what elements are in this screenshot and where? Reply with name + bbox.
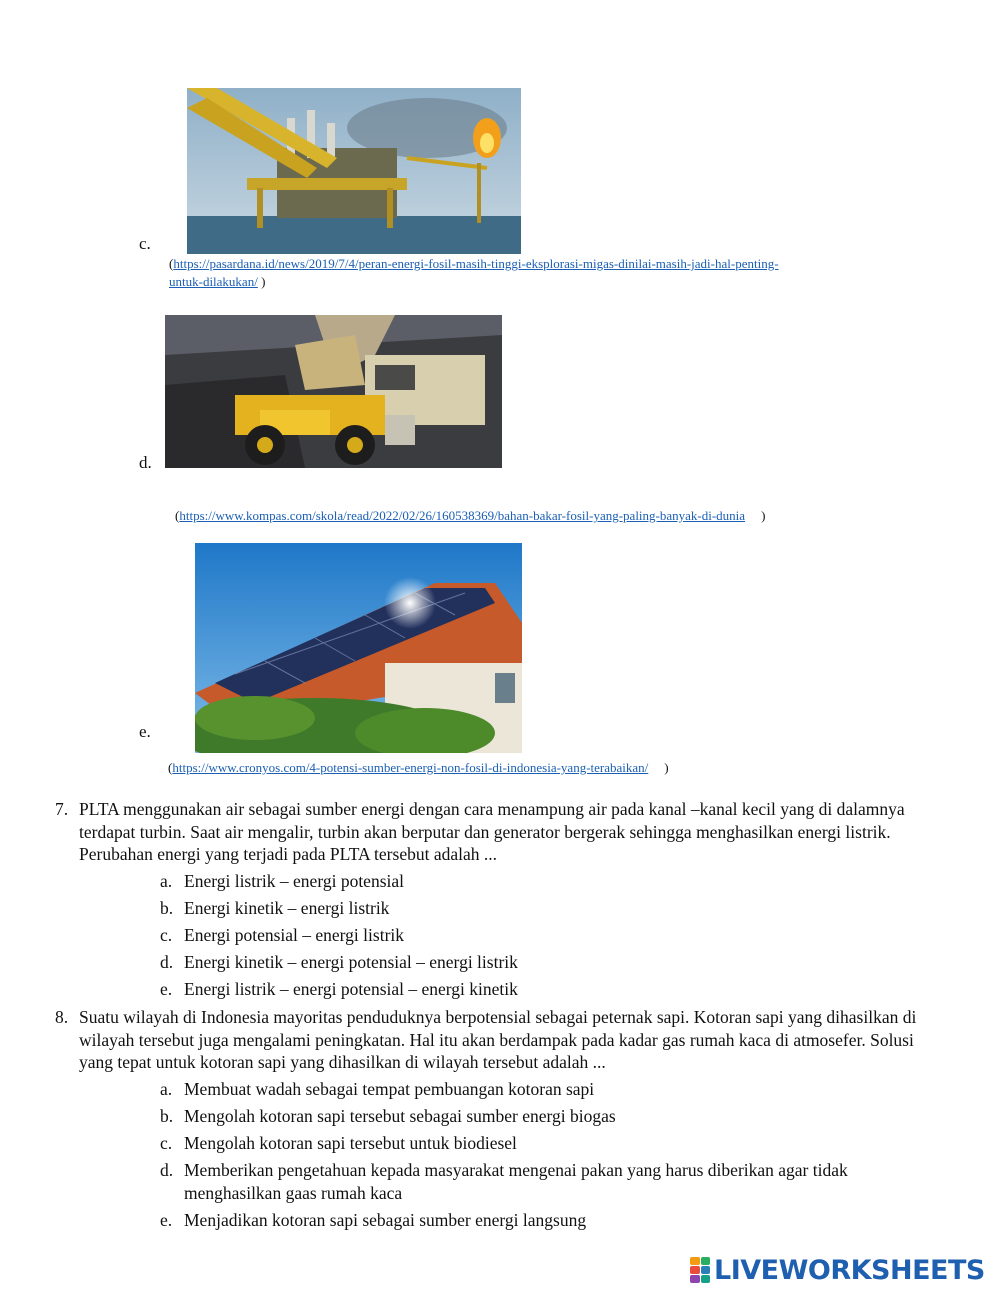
solar-panel-roof-photo	[195, 543, 522, 753]
image-label-c: c.	[139, 234, 151, 253]
q7-option-e[interactable]: e. Energi listrik – energi potensial – energi kinetik	[160, 979, 518, 999]
q8-option-d[interactable]: d. Memberikan pengetahuan kepada masyarakat mengenai pakan yang harus diberikan agar tidak menghasilkan gaas rumah kaca	[160, 1160, 848, 1203]
q8-option-e[interactable]: e. Menjadikan kotoran sapi sebagai sumber energi langsung	[160, 1210, 587, 1230]
source-link-c: (https://pasardana.id/news/2019/7/4/peran-energi-fosil-masih-tinggi-eksplorasi-migas-dinilai-masih-jadi-hal-penting- untuk-dilakukan/ )	[169, 256, 779, 289]
liveworksheets-wordmark: LIVEWORKSHEETS	[714, 1254, 985, 1286]
question-8	[55, 1006, 935, 1074]
q7-option-d[interactable]: d. Energi kinetik – energi potensial – energi listrik	[160, 952, 518, 972]
q8-option-a[interactable]: a. Membuat wadah sebagai tempat pembuangan kotoran sapi	[160, 1079, 595, 1099]
q8-option-c[interactable]: c. Mengolah kotoran sapi tersebut untuk biodiesel	[160, 1133, 517, 1153]
q7-option-a[interactable]: a. Energi listrik – energi potensial	[160, 871, 405, 891]
offshore-oil-rig-photo	[187, 88, 521, 254]
question-8-number: 8.	[55, 1007, 69, 1027]
q8-option-b[interactable]: b. Mengolah kotoran sapi tersebut sebagai sumber energi biogas	[160, 1106, 616, 1126]
source-url-c-cont[interactable]: untuk-dilakukan/	[169, 274, 258, 289]
question-7	[55, 798, 935, 866]
source-url-d[interactable]: https://www.kompas.com/skola/read/2022/02/26/160538369/bahan-bakar-fosil-yang-paling-banyak-di-dunia	[179, 508, 746, 523]
source-url-e[interactable]: https://www.cronyos.com/4-potensi-sumber-energi-non-fosil-di-indonesia-yang-terabaikan/	[172, 760, 649, 775]
liveworksheets-logo	[690, 1254, 985, 1286]
image-label-e: e.	[139, 722, 151, 741]
source-link-e: (https://www.cronyos.com/4-potensi-sumber-energi-non-fosil-di-indonesia-yang-terabaikan/ )	[168, 760, 669, 775]
source-url-c[interactable]: https://pasardana.id/news/2019/7/4/peran-energi-fosil-masih-tinggi-eksplorasi-migas-dinilai-masih-jadi-hal-penting-	[173, 256, 779, 271]
question-7-number: 7.	[55, 799, 69, 819]
question-8-text: Suatu wilayah di Indonesia mayoritas penduduknya berpotensial sebagai peternak sapi. Kotoran sapi yang dihasilkan di wilayah tersebut juga mengalami peningkatan. Hal itu akan berdampak pada kadar gas rumah kaca di atmosefer. Solusi yang tepat untuk kotoran sapi yang dihasilkan di wilayah tersebut adalah ...	[79, 1007, 917, 1072]
q7-option-c[interactable]: c. Energi potensial – energi listrik	[160, 925, 405, 945]
image-label-d: d.	[139, 453, 152, 472]
source-link-d: (https://www.kompas.com/skola/read/2022/02/26/160538369/bahan-bakar-fosil-yang-paling-banyak-di-dunia )	[175, 508, 766, 523]
coal-mining-truck-photo	[165, 315, 502, 468]
q7-option-b[interactable]: b. Energi kinetik – energi listrik	[160, 898, 390, 918]
liveworksheets-mark-icon	[690, 1257, 710, 1283]
question-7-text: PLTA menggunakan air sebagai sumber energi dengan cara menampung air pada kanal –kanal kecil yang di dalamnya terdapat turbin. Saat air mengalir, turbin akan berputar dan generator bergerak sehingga menghasilkan energi listrik. Perubahan energi yang terjadi pada PLTA tersebut adalah ...	[79, 799, 905, 864]
